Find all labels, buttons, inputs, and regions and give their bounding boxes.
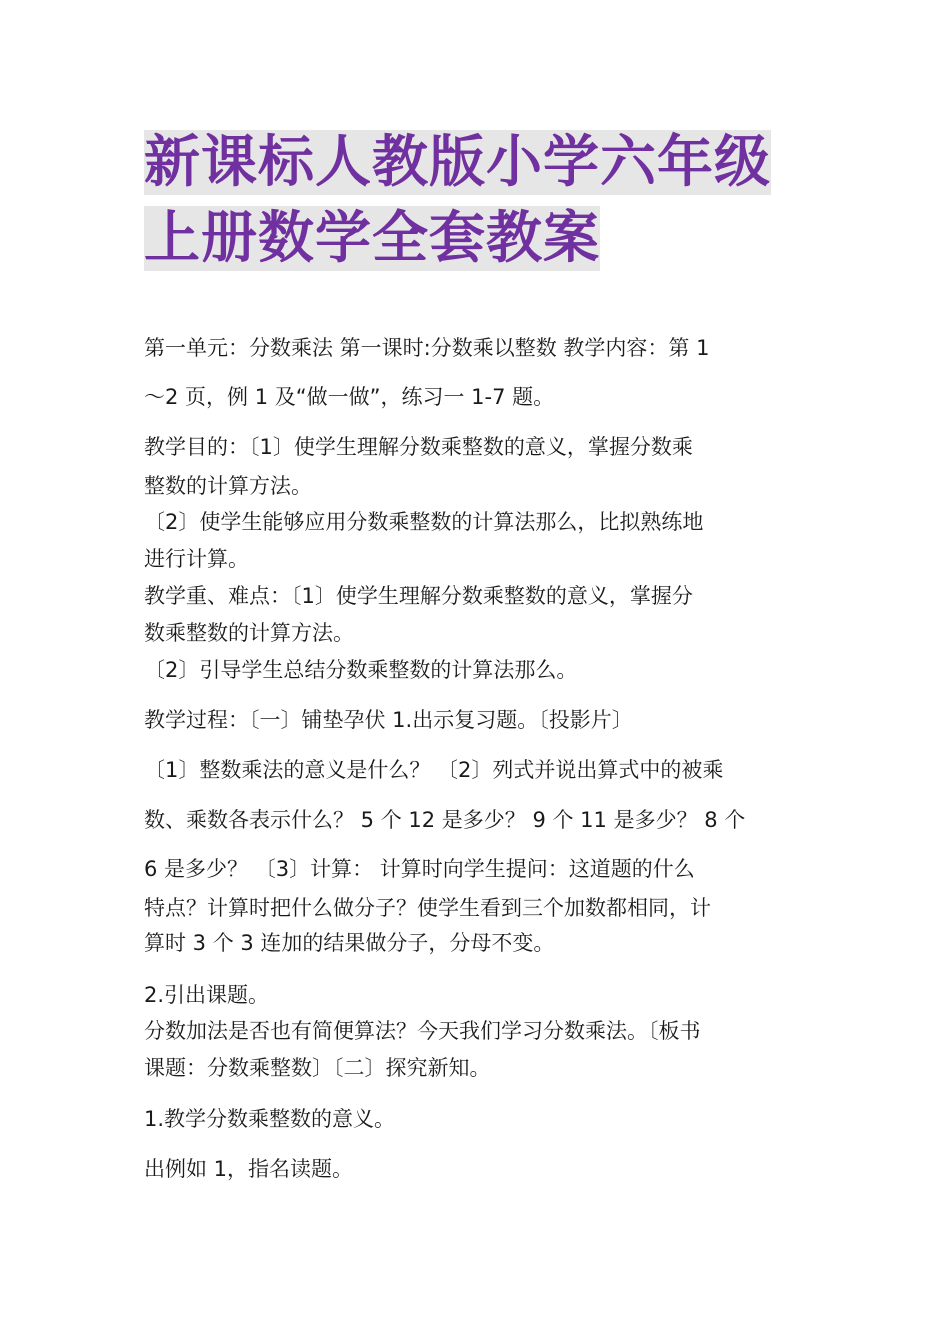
body-line: 分数加法是否也有简便算法？今天我们学习分数乘法。〔板书 [144,1019,701,1043]
body-line: 1.教学分数乘整数的意义。 [144,1107,396,1131]
body-line: 整数的计算方法。 [144,474,312,498]
body-line: 〔2〕使学生能够应用分数乘整数的计算法那么，比拟熟练地 [144,510,704,534]
body-line: 数、乘数各表示什么？ 5 个 12 是多少？ 9 个 11 是多少？ 8 个 [144,808,746,832]
document-title-line-2 [144,206,610,272]
body-line: 特点？计算时把什么做分子？使学生看到三个加数都相同，计 [144,896,711,920]
title-text-1: 新课标人教版小学六年级 [144,130,771,195]
body-line: 教学目的：〔1〕使学生理解分数乘整数的意义，掌握分数乘 [144,435,693,459]
document-title-line-1 [144,130,810,196]
body-line: 〔1〕整数乘法的意义是什么？ 〔2〕列式并说出算式中的被乘 [144,758,724,782]
body-line: ～2 页，例 1 及“做一做”，练习一 1-7 题。 [144,385,555,409]
body-line: 2.引出课题。 [144,983,270,1007]
body-line: 数乘整数的计算方法。 [144,621,354,645]
body-line: 6 是多少？ 〔3〕计算： 计算时向学生提问：这道题的什么 [144,857,695,881]
body-line: 出例如 1，指名读题。 [144,1157,354,1181]
body-line: 第一单元：分数乘法 第一课时:分数乘以整数 教学内容：第 1 [144,336,710,360]
body-line: 算时 3 个 3 连加的结果做分子，分母不变。 [144,931,555,955]
title-text-2: 上册数学全套教案 [144,206,600,271]
body-line: 教学重、难点：〔1〕使学生理解分数乘整数的意义，掌握分 [144,584,693,608]
body-line: 进行计算。 [144,547,249,571]
body-line: 〔2〕引导学生总结分数乘整数的计算法那么。 [144,658,578,682]
body-line: 课题：分数乘整数〕〔二〕探究新知。 [144,1056,491,1080]
body-line: 教学过程：〔一〕铺垫孕伏 1.出示复习题。〔投影片〕 [144,708,633,732]
